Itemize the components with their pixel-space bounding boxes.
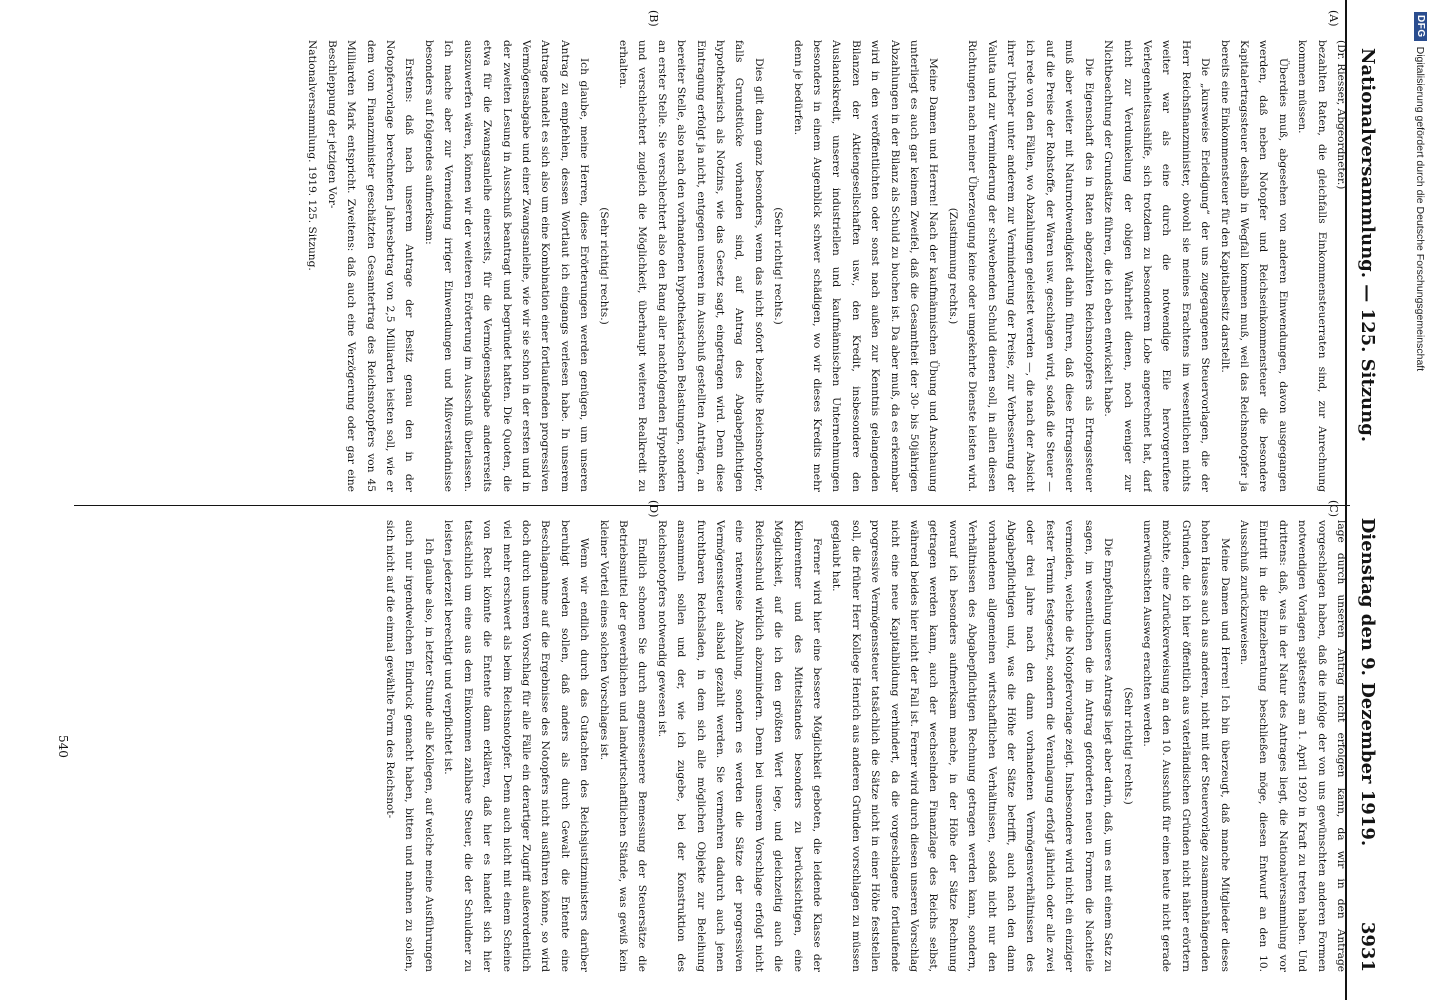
- paragraph: Die „kursweise Erledigung“ der uns zugegangenen Steuervorlagen, die der Herr Reichsfinanzminister, obwohl sie meines Erachtens im wesentlichen nichts weiter war als eine durch die notwendige Eile hervorgerufene Verlegenheitsaushilfe, sich trotzdem zu besonderem Lobe angerechnet hat, darf nicht zur Verdunkelung der obigen Wahrheit dienen, noch weniger zur Nichtbeachtung der Grundsätze führen, die ich eben entwickelt habe.: [1102, 40, 1212, 492]
- paragraph: Ich glaube also, in letzter Stunde alle Kollegen, auf welche meine Ausführungen auch nur irgendwelchen Eindruck gemacht haben, bitten und mahnen zu sollen, sich nicht auf die einmal gewählte Form des Reichsnot-: [384, 520, 435, 972]
- paragraph: Meine Damen und Herren! Ich bin überzeugt, daß manche Mitglieder dieses hohen Hauses auch aus anderen, nicht mit der Steuervorlage zusammenhängenden Gründen, die ich hier öffentlich aus vaterländischen Gründen nicht näher erörtern möchte, eine Zurückverweisung an den 10. Ausschuß für einen heute nicht gerade unerwünschten Ausweg erachten werden.: [1140, 520, 1231, 972]
- paragraph: Ferner wird hier eine bessere Möglichkeit geboten, die leidende Klasse der Kleinrentner und des Mittelstandes besonders zu berücksichtigen, eine Möglichkeit, auf die ich den größten Wert lege, und gleichzeitig auch die Reichsschuld wirklich abzumindern. Denn bei unserem Vorschlage erfolgt nicht eine ratenweise Abzahlung, sondern es werden die Sätze der progressiven Vermögenssteuer alsbald gezahlt werden. Sie vermehren dadurch auch jenen furchtbaren Reichsladen, in dem sich alle möglichen Objekte zur Beleihung ansammeln sollen und der, wie ich zugebe, bei der Konstruktion des Reichsnotopfers notwendig gewesen ist.: [655, 520, 824, 972]
- paragraph: (Dr. Riesser, Abgeordneter.): [1335, 40, 1347, 190]
- paragraph: Die Empfehlung unseres Antrags liegt aber darin, daß, um es mit einem Satz zu sagen, im wesentlichen die im Antrag geforderten neuen Formen die Nachteile vermeiden, welche die Notopfervorlage zeigt. Insbesondere wird nicht ein einziger fester Termin festgesetzt, sondern die Veranlagung erfolgt jährlich oder alle zwei oder drei Jahre nach den dann vorhandenen Vermögensverhältnissen des Abgabepflichtigen und, was die Höhe der Sätze betrifft, auch nach den dann vorhandenen allgemeinen wirtschaftlichen Verhältnissen, sodaß nicht nur den Verhältnissen des Abgabepflichtigen Rechnung getragen werden kann, sondern, worauf ich besonders aufmerksam mache, in der Höhe der Sätze Rechnung getragen werden kann, auch der wechselnden Finanzlage des Reichs selbst, während beides hier nicht der Fall ist. Ferner wird durch diesen unseren Vorschlag nicht eine neue Kapitalbildung verhindert, da die vorgeschlagene fortlaufende progressive Vermögenssteuer tatsächlich die Sätze nicht in einer Höhe feststellen soll, die früher Herr Kollege Henrich aus anderen Gründen vorschlagen zu müssen geglaubt hat.: [830, 520, 1115, 972]
- paragraph: (Sehr richtig! rechts.): [597, 207, 610, 325]
- dfg-logo: DFG: [1414, 12, 1427, 41]
- paragraph: Die Eigenschaft des in Raten abgezahlten Reichsnotopfers als Ertragssteuer muß aber weiter mit Naturnotwendigkeit dahin führen, daß diese Ertragssteuer auf die Preise der Rohstoffe, der Waren usw. geschlagen wird, sodaß die Steuer — ich rede von den Fällen, wo Abzahlungen geleistet werden —, die nach der Absicht ihrer Urheber unter anderem zur Verminderung der Preise, zur Verbesserung der Valuta und zur Verminderung der schwebenden Schuld dienen soll, in allen diesen Richtungen nach meiner Überzeugung keine oder umgekehrte Dienste leisten wird.: [966, 40, 1095, 492]
- digitization-credit: Digitalisierung gefördert durch die Deutsche Forschungsgemeinschaft: [1414, 46, 1427, 372]
- paragraph: Erstens: daß nach unserem Antrage der Besitz genau den in der Notopfervorlage berechneten Jahresbetrag von 2,5 Milliarden leisten soll, wie er dem vom Finanzminister geschätzten Gesamtertrag des Reichsnotopfers von 45 Milliarden Mark entspricht. Zweitens: daß auch eine Verzögerung oder gar eine Beschleppung der jetzigen Vor-: [325, 40, 416, 492]
- left-text-column: [74, 40, 1350, 492]
- footer-number: 540: [56, 735, 70, 758]
- paragraph: (Sehr richtig! rechts.): [1121, 687, 1134, 805]
- margin-marker-c: (C): [1327, 500, 1340, 517]
- paragraph: Dies gilt dann ganz besonders, wenn das nicht sofort bezahlte Reichsnotopfer, falls Grundstücke vorhanden sind, auf Antrag des Abgabepflichtigen hypothekarisch als Notzins, wie das Gesetz sagt, eingetragen wird. Denn diese Eintragung erfolgt ja nicht, entgegen unseren im Ausschuß gestellten Anträgen, an bereiter Stelle, also nach den vorhandenen hypothekarischen Belastungen, sondern an erster Stelle. Sie verschlechtert also den Rang aller nachfolgenden Hypotheken und verschlechtert zugleich die Möglichkeit, überhaupt weiteren Realkredit zu erhalten.: [616, 40, 765, 492]
- running-header: [1345, 0, 1389, 1000]
- margin-marker-d: (D): [647, 500, 660, 518]
- right-text-column: [74, 520, 1350, 972]
- header-session-title: Nationalversammlung. — 125. Sitzung.: [1357, 48, 1379, 443]
- column-divider: [74, 505, 1350, 506]
- paragraph: Überdies muß, abgesehen von anderen Einwendungen, davon ausgegangen werden, daß neben Notopfer und Reichseinkommensteuer die besondere Kapitalertragssteuer deshalb in Wegfall kommen muß, weil das Reichsnotopfer ja bereits eine Einkommensteuer für den Kapitalbesitz darstellt.: [1218, 40, 1289, 492]
- header-date: Dienstag den 9. Dezember 1919.: [1357, 517, 1379, 847]
- margin-marker-b: (B): [647, 10, 660, 27]
- paragraph: lage durch unseren Antrag nicht erfolgen kann, da wir in den Antrage vorgeschlagen haben, daß die infolge der von uns gewünschten anderen Formen notwendigen Vorlagen spätestens am 1. April 1920 in Kraft zu treten haben. Und drittens: daß, was in der Natur des Antrages liegt, die Nationalversammlung vor Eintritt in die Einzelberatung beschließen möge, diesen Entwurf an den 10. Ausschuß zurückzuweisen.: [1237, 520, 1347, 972]
- paragraph: Meine Damen und Herren! Nach der kaufmännischen Übung und Anschauung unterliegt es auch gar keinem Zweifel, daß die Gesamtheit der 30- bis 50jährigen Abzahlungen in der Bilanz als Schuld zu buchen ist. Da aber muß, da es erkennbar wird in den veröffentlichten oder sonst nach außen zur Kenntnis gelangenden Bilanzen der Aktiengesellschaften usw., den Kredit, insbesondere den Auslandskredit, unserer industriellen und kaufmännischen Unternehmungen besonders in einem Augenblick schwer schädigen, wo wir dieses Kredits mehr denn je bedürfen.: [791, 40, 940, 492]
- paragraph: Endlich schonen Sie durch angemessenere Bemessung der Steuersätze die Betriebsmittel der gewerblichen und landwirtschaftlichen Stände, was gewiß kein kleiner Vorteil eines solchen Vorschlages ist.: [597, 520, 649, 972]
- paragraph: (Sehr richtig! rechts.): [772, 207, 785, 325]
- digitization-sidebar: [1407, 0, 1434, 1000]
- paragraph: Nationalversammlung. 1919. 125. Sitzung.: [306, 40, 319, 271]
- header-page-number: 3931: [1357, 921, 1379, 972]
- paragraph: Ich glaube, meine Herren, diese Erörterungen werden genügen, um unseren Antrag zu empfehlen, dessen Wortlaut ich eingangs verlesen habe. In unserem Antrage handelt es sich also um eine Kombination einer fortlaufenden progressiven Vermögensabgabe und einer Zwangsanleihe, wie wir sie schon in der ersten und in der zweiten Lesung in Ausschuß beantragt und begründet hatten. Die Quoten, die etwa für die Zwangsanleihe einerseits, für die Vermögensabgabe andererseits auszuwerfen wären, können wir der weiteren Erörterung im Ausschuß überlassen. Ich mache aber zur Vermeidung irriger Einwendungen und Mißverständnisse besonders auf folgendes aufmerksam:: [422, 40, 591, 492]
- margin-marker-a: (A): [1327, 10, 1340, 27]
- paragraph: Wenn wir endlich durch das Gutachten des Reichsjustizministers darüber beruhigt werden sollen, daß anders als durch Gewalt die Entente eine Beschlagnahme auf die Ergebnisse des Notopfers nicht ausführen könne, so wird doch durch unseren Vorschlag für alle Fälle ein derartiger Zugriff außerordentlich viel mehr erschwert als beim Reichsnotopfer. Denn auch nicht mit einem Scheine von Recht könnte die Entente dann erklären, daß hier es handelt sich hier tatsächlich um eine aus dem Einkommen zahlbare Steuer, die der Schuldner zu leisten jederzeit berechtigt und verpflichtet ist.: [442, 520, 591, 972]
- paragraph: (Zustimmung rechts.): [946, 207, 959, 325]
- paragraph: bezahlten Raten, die gleichfalls Einkommensteuerraten sind, zur Anrechnung kommen müssen.: [1296, 40, 1328, 492]
